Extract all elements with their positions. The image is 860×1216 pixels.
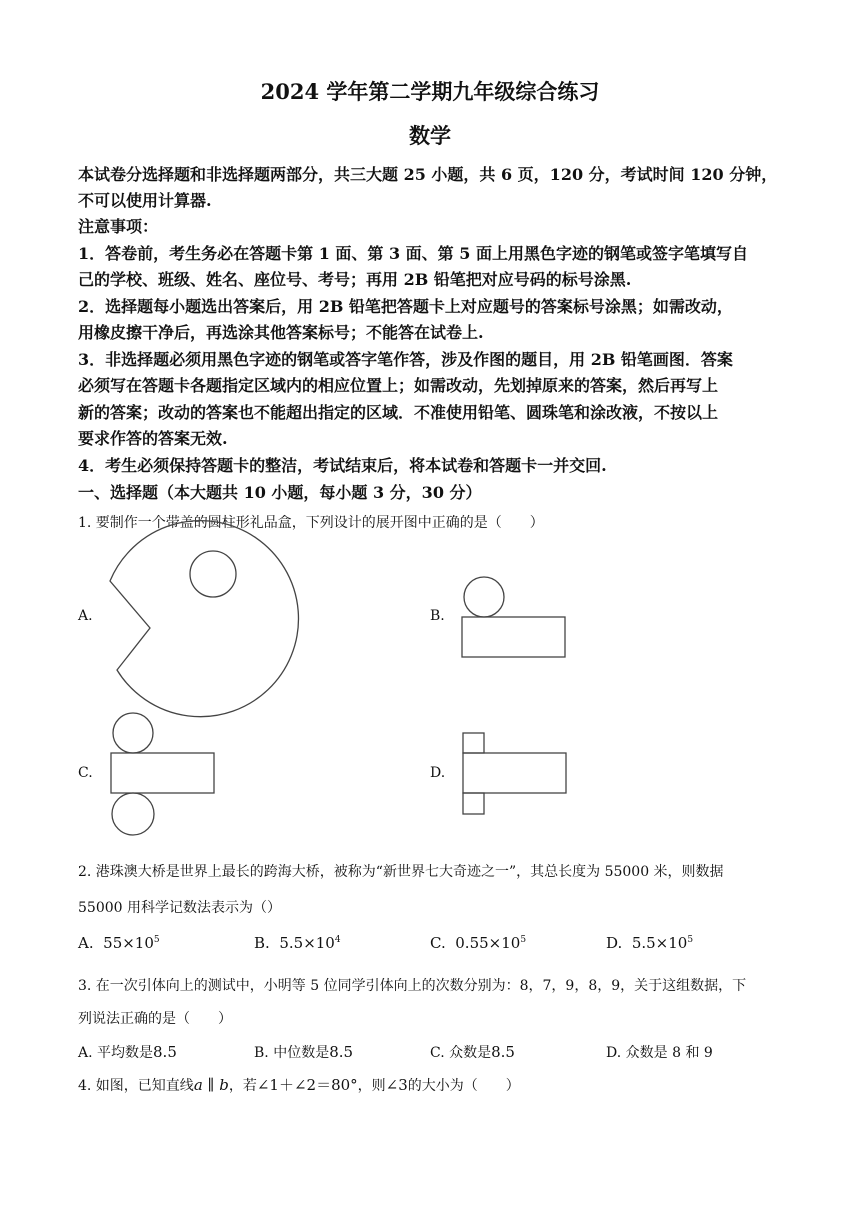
option-label: A.	[78, 1045, 93, 1061]
intro-line-1: 本试卷分选择题和非选择题两部分，共三大题 25 小题，共 6 页，120 分，考试时间 120 分钟，	[78, 165, 778, 184]
q1-option-c-label: C.	[78, 765, 93, 781]
option-value: 8.5	[153, 1043, 177, 1061]
intro-line-2: 不可以使用计算器.	[78, 191, 212, 210]
angle-equation: ∠1＋∠2＝80°	[256, 1076, 358, 1094]
q4-stem	[78, 1074, 520, 1095]
q2-option-b	[254, 934, 341, 952]
option-value: 5.5×10	[631, 934, 688, 952]
q3-option-a	[78, 1042, 177, 1062]
option-value: 8.5	[329, 1043, 354, 1061]
q1-option-b-label: B.	[430, 608, 445, 624]
q4-stem-pre: 4. 如图，已知直线	[78, 1078, 194, 1094]
top-square	[463, 733, 484, 753]
lid-circle	[464, 577, 504, 617]
side-rectangle	[462, 617, 565, 657]
q1-option-a-label: A.	[78, 608, 93, 624]
bottom-circle	[112, 793, 154, 835]
side-rectangle	[111, 753, 214, 793]
note-1-line-2: 己的学校、班级、姓名、座位号、考号；再用 2B 铅笔把对应号码的标号涂黑.	[78, 270, 632, 289]
q2-stem-line-1: 2. 港珠澳大桥是世界上最长的跨海大桥，被称为“新世界七大奇迹之一”，其总长度为 55000 米，则数据	[78, 864, 724, 880]
q3-option-d	[606, 1042, 713, 1062]
option-text: 平均数是	[97, 1045, 154, 1061]
notes-heading: 注意事项：	[78, 217, 159, 236]
q3-option-c	[430, 1042, 515, 1062]
q2-option-d	[606, 934, 693, 952]
q2-option-a	[78, 934, 160, 952]
section-1-heading: 一、选择题（本大题共 10 小题，每小题 3 分，30 分）	[78, 483, 482, 502]
option-value: 8.5	[491, 1043, 515, 1061]
option-label: B.	[254, 1045, 269, 1061]
q1-stem: 1. 要制作一个带盖的圆柱形礼品盒，下列设计的展开图中正确的是（ ）	[78, 515, 544, 531]
q3-stem-line-2: 列说法正确的是（ ）	[78, 1011, 232, 1027]
option-label: D.	[606, 934, 623, 952]
side-rectangle	[463, 753, 566, 793]
q2-stem-line-2: 55000 用科学记数法表示为（）	[78, 900, 281, 916]
var-a: a	[193, 1076, 203, 1094]
var-b: b	[219, 1076, 229, 1094]
q1-option-d-label: D.	[430, 765, 446, 781]
option-value: 55×10	[103, 934, 154, 952]
option-exponent: 5	[520, 935, 527, 945]
bottom-square	[463, 793, 484, 814]
subject-title: 数学	[409, 123, 451, 148]
option-text: 众数是 8 和 9	[625, 1045, 713, 1061]
option-label: B.	[254, 934, 270, 952]
page-title: 2024 学年第二学期九年级综合练习	[260, 79, 600, 104]
q4-stem-post: 的大小为（ ）	[407, 1078, 520, 1094]
q3-stem-line-1: 3. 在一次引体向上的测试中，小明等 5 位同学引体向上的次数分别为：8，7，9，8，9，关于这组数据，下	[78, 978, 747, 994]
lid-circle	[190, 551, 236, 597]
note-4: 4．考生必须保持答题卡的整洁，考试结束后，将本试卷和答题卡一并交回.	[78, 456, 607, 475]
top-circle	[113, 713, 153, 753]
angle-3: ∠3	[385, 1076, 408, 1094]
q4-stem-mid2: ，则	[357, 1078, 386, 1094]
parallel-symbol: ∥	[202, 1076, 220, 1094]
option-value: 0.55×10	[455, 934, 521, 952]
option-text: 众数是	[449, 1045, 492, 1061]
note-3-line-2: 必须写在答题卡各题指定区域内的相应位置上；如需改动，先划掉原来的答案，然后再写上	[78, 376, 719, 395]
q4-stem-mid: ，若	[228, 1078, 257, 1094]
q2-option-c	[430, 934, 526, 952]
note-3-line-4: 要求作答的答案无效.	[78, 429, 228, 448]
option-value: 5.5×10	[279, 934, 335, 952]
q3-option-b	[254, 1042, 353, 1062]
option-label: C.	[430, 934, 446, 952]
note-2-line-1: 2．选择题每小题选出答案后，用 2B 铅笔把答题卡上对应题号的答案标号涂黑；如需改动，	[78, 297, 733, 316]
option-label: D.	[606, 1045, 622, 1061]
option-exponent: 5	[687, 935, 694, 945]
sector-shape	[110, 521, 298, 717]
option-label: C.	[430, 1045, 445, 1061]
note-3-line-3: 新的答案；改动的答案也不能超出指定的区域．不准使用铅笔、圆珠笔和涂改液，不按以上	[78, 403, 719, 422]
q1-option-d-figure	[0, 0, 1, 1]
note-2-line-2: 用橡皮擦干净后，再选涂其他答案标号；不能答在试卷上.	[78, 323, 484, 342]
option-label: A.	[78, 934, 94, 952]
option-exponent: 4	[334, 935, 341, 945]
note-3-line-1: 3．非选择题必须用黑色字迹的钢笔或答字笔作答，涉及作图的题目，用 2B 铅笔画图．答案	[78, 350, 733, 369]
option-text: 中位数是	[273, 1045, 330, 1061]
note-1-line-1: 1．答卷前，考生务必在答题卡第 1 面、第 3 面、第 5 面上用黑色字迹的钢笔或签字笔填写自	[78, 244, 748, 263]
option-exponent: 5	[153, 935, 160, 945]
